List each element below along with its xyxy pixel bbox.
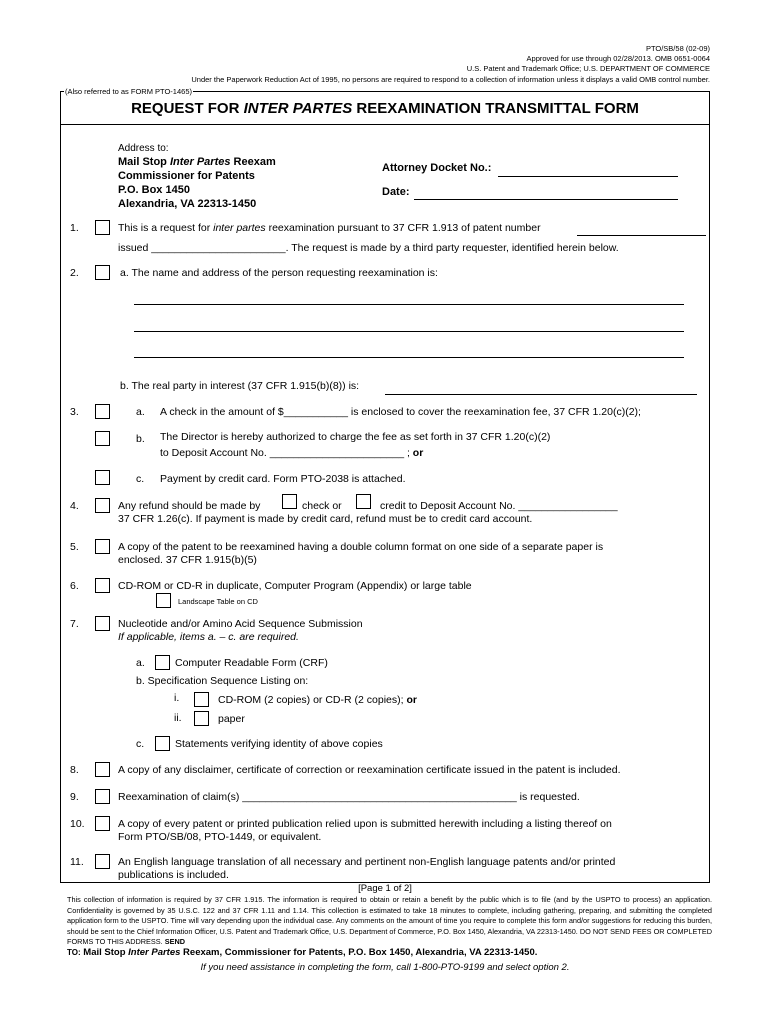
item-letter: a. <box>136 657 145 669</box>
item-2b-text: b. The real party in interest (37 CFR 1.915(b)(8)) is: <box>120 380 360 392</box>
item-4-text: Any refund should be made by <box>118 500 261 512</box>
address-line-2: Commissioner for Patents <box>118 170 255 182</box>
refund-check-checkbox[interactable] <box>282 494 297 509</box>
item-3b-checkbox[interactable] <box>95 431 110 446</box>
item-number: 8. <box>70 764 79 776</box>
item-11-line-2: publications is included. <box>118 869 229 881</box>
sequence-listing-label: b. Specification Sequence Listing on: <box>136 675 309 687</box>
paper-label: paper <box>218 713 245 725</box>
requester-line-1[interactable] <box>134 304 684 305</box>
address-label: Address to: <box>118 143 169 154</box>
address-line-1: Mail Stop Inter Partes Reexam <box>118 156 276 168</box>
form-title: REQUEST FOR INTER PARTES REEXAMINATION TRANSMITTAL FORM <box>131 100 639 117</box>
item-letter: i. <box>174 692 180 704</box>
assistance-note: If you need assistance in completing the form, call 1-800-PTO-9199 and select option 2. <box>200 962 570 973</box>
form-number: PTO/SB/58 (02-09) <box>645 44 710 53</box>
docket-label: Attorney Docket No.: <box>382 162 492 174</box>
item-9-text: Reexamination of claim(s) _______________________________________________ is requested. <box>118 791 580 803</box>
date-field[interactable] <box>414 199 678 200</box>
item-10-line-2: Form PTO/SB/08, PTO-1449, or equivalent. <box>118 831 322 843</box>
item-1-checkbox[interactable] <box>95 220 110 235</box>
item-number: 1. <box>70 222 79 234</box>
cdrom-label: CD-ROM (2 copies) or CD-R (2 copies); or <box>218 694 417 706</box>
mail-to-line: TO: Mail Stop Inter Partes Reexam, Commissioner for Patents, P.O. Box 1450, Alexandria, VA 22313-1450. <box>67 947 538 958</box>
paperwork-notice: Under the Paperwork Reduction Act of 1995, no persons are required to respond to a collection of information unless it displays a valid OMB control number. <box>191 75 710 84</box>
item-11-line-1: An English language translation of all necessary and pertinent non-English language patents and/or printed <box>118 856 616 868</box>
item-3c-text: Payment by credit card. Form PTO-2038 is attached. <box>160 473 406 485</box>
item-6-checkbox[interactable] <box>95 578 110 593</box>
landscape-table-label: Landscape Table on CD <box>178 597 258 606</box>
cdrom-checkbox[interactable] <box>194 692 209 707</box>
item-5-line-1: A copy of the patent to be reexamined having a double column format on one side of a separate paper is <box>118 541 604 553</box>
item-number: 9. <box>70 791 79 803</box>
item-number: 4. <box>70 500 79 512</box>
address-line-4: Alexandria, VA 22313-1450 <box>118 198 257 210</box>
item-1-line-2: issued _______________________. The request is made by a third party requester, identified herein below. <box>118 242 619 254</box>
item-number: 3. <box>70 406 79 418</box>
item-letter: ii. <box>174 712 182 724</box>
item-5-line-2: enclosed. 37 CFR 1.915(b)(5) <box>118 554 257 566</box>
item-number: 6. <box>70 580 79 592</box>
item-3b-text: The Director is hereby authorized to charge the fee as set forth in 37 CFR 1.20(c)(2) <box>160 431 551 443</box>
item-5-checkbox[interactable] <box>95 539 110 554</box>
item-6-text: CD-ROM or CD-R in duplicate, Computer Program (Appendix) or large table <box>118 580 472 592</box>
burden-statement: This collection of information is required by 37 CFR 1.915. The information is required to obtain or retain a benefit by the public which is to file (and by the USPTO to process) an application. Confidentiality is governed by 35 U.S.C. 122 and 37 CFR 1.11 and 1.14. This collection is estimated to take 18 minutes to complete, including gathering, preparing, and submitting the completed application form to the USPTO. Time will vary depending upon the individual case. Any comments on the amount of time you require to complete this form and/or suggestions for reducing this burden, should be sent to the Chief Information Officer, U.S. Patent and Trademark Office, U.S. Department of Commerce, P.O. Box 1450, Alexandria, VA 22313-1450. DO NOT SEND FEES OR COMPLETED FORMS TO THIS ADDRESS. SEND <box>67 895 712 947</box>
item-letter: c. <box>136 473 145 485</box>
agency-line: U.S. Patent and Trademark Office; U.S. DEPARTMENT OF COMMERCE <box>466 64 710 73</box>
refund-deposit-checkbox[interactable] <box>356 494 371 509</box>
address-line-3: P.O. Box 1450 <box>118 184 190 196</box>
item-7-note: If applicable, items a. – c. are required. <box>118 631 299 643</box>
item-letter: c. <box>136 738 145 750</box>
item-number: 7. <box>70 618 79 630</box>
item-number: 10. <box>70 818 85 830</box>
item-letter: b. <box>136 433 145 445</box>
paper-checkbox[interactable] <box>194 711 209 726</box>
item-3c-checkbox[interactable] <box>95 470 110 485</box>
docket-field[interactable] <box>498 176 678 177</box>
item-3b-deposit: to Deposit Account No. _______________________ ; or <box>160 447 424 459</box>
item-3a-checkbox[interactable] <box>95 404 110 419</box>
title-divider <box>60 124 710 125</box>
item-7-checkbox[interactable] <box>95 616 110 631</box>
item-9-checkbox[interactable] <box>95 789 110 804</box>
also-referred: (Also referred to as FORM PTO-1465) <box>65 87 192 96</box>
refund-deposit-label: credit to Deposit Account No. _________________ <box>380 500 618 512</box>
landscape-table-checkbox[interactable] <box>156 593 171 608</box>
item-8-checkbox[interactable] <box>95 762 110 777</box>
item-10-line-1: A copy of every patent or printed publication relied upon is submitted herewith including a listing thereof on <box>118 818 612 830</box>
item-number: 2. <box>70 267 79 279</box>
item-number: 11. <box>70 856 84 868</box>
item-number: 5. <box>70 541 79 553</box>
crf-label: Computer Readable Form (CRF) <box>175 657 328 669</box>
patent-number-field[interactable] <box>577 235 706 236</box>
item-11-checkbox[interactable] <box>95 854 110 869</box>
requester-line-2[interactable] <box>134 331 684 332</box>
approval-line: Approved for use through 02/28/2013. OMB 0651-0064 <box>526 54 710 63</box>
statements-label: Statements verifying identity of above copies <box>175 738 383 750</box>
item-10-checkbox[interactable] <box>95 816 110 831</box>
real-party-field[interactable] <box>385 394 697 395</box>
item-4-line-2: 37 CFR 1.26(c). If payment is made by credit card, refund must be to credit card account. <box>118 513 533 525</box>
requester-line-3[interactable] <box>134 357 684 358</box>
statements-checkbox[interactable] <box>155 736 170 751</box>
refund-check-label: check or <box>302 500 342 512</box>
crf-checkbox[interactable] <box>155 655 170 670</box>
date-label: Date: <box>382 186 410 198</box>
item-2a-text: a. The name and address of the person requesting reexamination is: <box>120 267 438 279</box>
item-4-checkbox[interactable] <box>95 498 110 513</box>
item-letter: a. <box>136 406 145 418</box>
page-number: [Page 1 of 2] <box>358 883 412 894</box>
item-8-text: A copy of any disclaimer, certificate of correction or reexamination certificate issued in the patent is included. <box>118 764 621 776</box>
item-3a-text: A check in the amount of $___________ is enclosed to cover the reexamination fee, 37 CFR 1.20(c)(2); <box>160 406 641 418</box>
item-1-text: This is a request for inter partes reexamination pursuant to 37 CFR 1.913 of patent number <box>118 222 541 234</box>
item-2-checkbox[interactable] <box>95 265 110 280</box>
item-7-text: Nucleotide and/or Amino Acid Sequence Submission <box>118 618 363 630</box>
